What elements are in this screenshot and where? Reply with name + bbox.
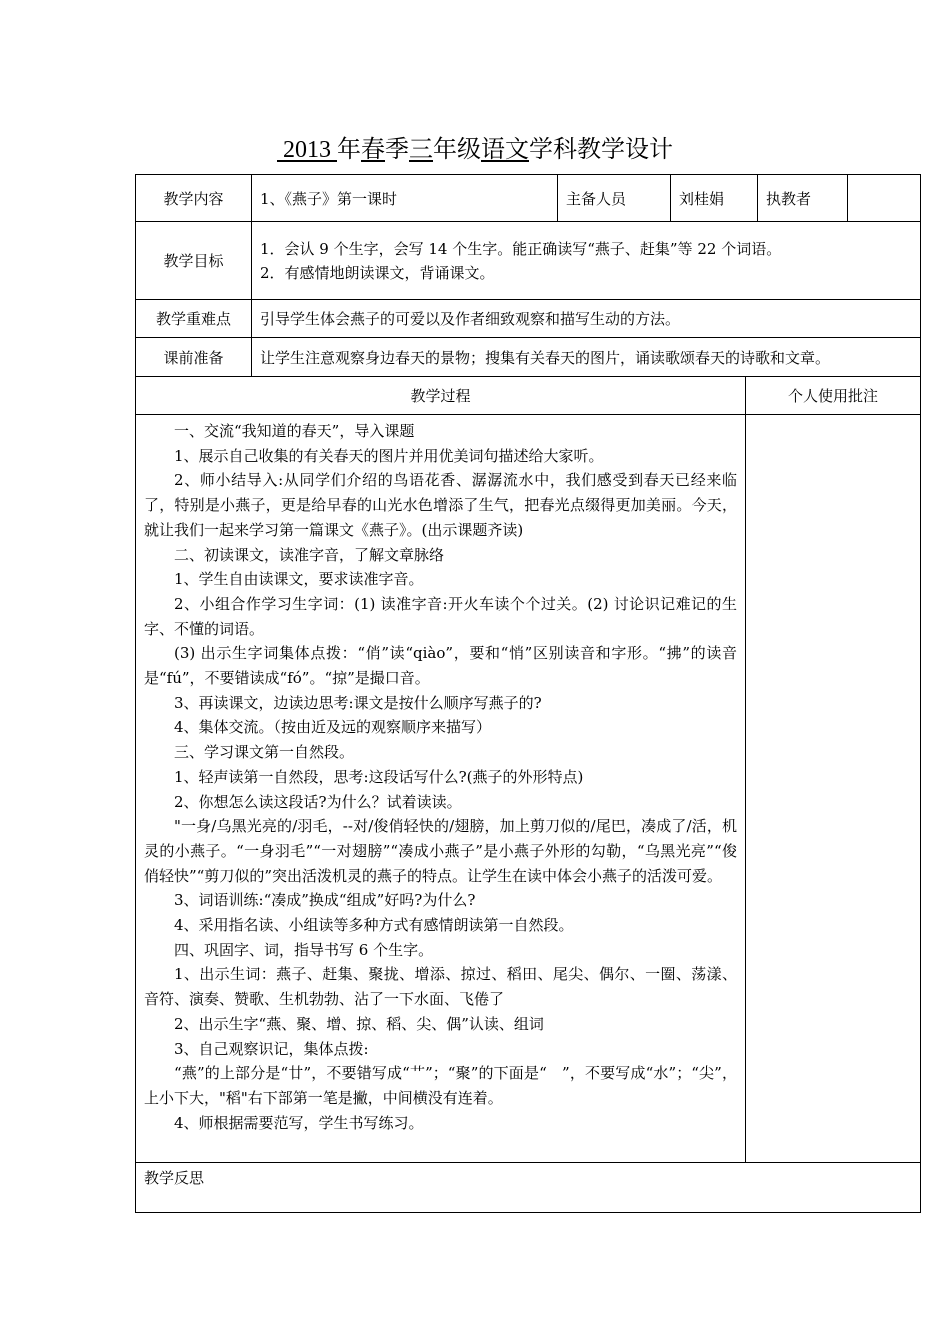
title-year-suffix: 年 <box>337 135 361 163</box>
process-header: 教学过程 <box>136 377 746 415</box>
process-paragraph: 三、学习课文第一自然段。 <box>174 743 355 762</box>
process-paragraph: 1、学生自由读课文，要求读准字音。 <box>174 570 424 589</box>
title-subject-suffix: 学科教学设计 <box>529 135 673 163</box>
process-paragraph: “燕”的上部分是“廿”，不要错写成“艹”；“聚”的下面是“ ”，不要写成“水”；“尖”，上小下大，"稻"右下部第一笔是撇，中间横没有连着。 <box>144 1064 737 1107</box>
goals-label: 教学目标 <box>136 222 252 300</box>
process-paragraph: 四、巩固字、词，指导书写 6 个生字。 <box>174 940 434 959</box>
process-paragraph: 1、出示生词：燕子、赶集、聚拢、增添、掠过、稻田、尾尖、偶尔、一圈、荡漾、音符、演奏、赞歌、生机勃勃、沾了一下水面、飞倦了 <box>144 965 737 1009</box>
process-paragraph: 2、你想怎么读这段话?为什么？试着读读。 <box>174 792 462 811</box>
process-paragraph: 3、自己观察识记，集体点拨: <box>174 1039 369 1058</box>
process-paragraph: 1、轻声读第一自然段，思考:这段话写什么?(燕子的外形特点) <box>174 767 584 786</box>
preparation-value: 让学生注意观察身边春天的景物；搜集有关春天的图片，诵读歌颂春天的诗歌和文章。 <box>252 338 921 377</box>
executor-value <box>848 175 921 222</box>
preparation-label: 课前准备 <box>136 338 252 377</box>
process-paragraph: 2、出示生字“燕、聚、增、掠、稻、尖、偶”认读、组词 <box>174 1014 544 1033</box>
goals-list <box>252 222 921 300</box>
process-paragraph: "一身/乌黑光亮的/羽毛，--对/俊俏轻快的/翅膀，加上剪刀似的/尾巴，凑成了/活，机灵的小燕子。“一身羽毛”“一对翅膀”“凑成小燕子”是小燕子外形的勾勒，“乌黑光亮”“俊俏轻快”“剪刀似的”突出活泼机灵的燕子的特点。让学生在读中体会小燕子的活泼可爱。 <box>144 817 737 885</box>
goal-item: 2．有感情地朗读课文，背诵课文。 <box>260 263 495 282</box>
process-paragraph: 3、词语训练:“凑成”换成“组成”好吗?为什么? <box>174 891 476 910</box>
notes-body <box>746 415 921 1163</box>
title-year: 2013 <box>283 137 331 163</box>
title-season: 春 <box>361 135 385 163</box>
content-row <box>136 175 921 222</box>
goals-row <box>136 222 921 300</box>
process-paragraph: 2、师小结导入:从同学们介绍的鸟语花香、潺潺流水中，我们感受到春天已经来临了，特别是小燕子，更是给早春的山光水色增添了生气，把春光点缀得更加美丽。今天，就让我们一起来学习第一篇课文《燕子》。(出示课题齐读) <box>144 471 737 539</box>
reflection-cell <box>136 1163 921 1213</box>
lesson-plan-table <box>135 174 921 1213</box>
key-points-label: 教学重难点 <box>136 300 252 338</box>
process-paragraph: 4、集体交流。（按由近及远的观察顺序来描写） <box>174 718 492 737</box>
process-paragraph: 2、小组合作学习生字词：(1) 读准字音:开火车读个个过关。(2) 讨论识记难记的生字、不懂的词语。 <box>144 594 737 638</box>
process-row <box>136 415 921 1163</box>
title-grade-suffix: 年级 <box>433 135 481 163</box>
process-paragraph: 3、再读课文，边读边思考:课文是按什么顺序写燕子的? <box>174 693 542 712</box>
process-paragraph: (3) 出示生字词集体点拨：“俏”读“qiào”，要和“悄”区别读音和字形。“拂”的读音是“fú”，不要错读成“fó”。“掠”是撮口音。 <box>144 644 737 688</box>
key-points-value: 引导学生体会燕子的可爱以及作者细致观察和描写生动的方法。 <box>252 300 921 338</box>
process-body <box>136 415 746 1163</box>
reflection-row <box>136 1163 921 1213</box>
title-grade: 三 <box>409 135 433 163</box>
title-subject: 语文 <box>481 135 529 163</box>
process-paragraph: 二、初读课文，读准字音，了解文章脉络 <box>174 545 445 564</box>
title-season-suffix: 季 <box>385 135 409 163</box>
executor-label: 执教者 <box>758 175 848 222</box>
reflection-label: 教学反思 <box>144 1169 205 1187</box>
process-paragraph: 4、采用指名读、小组读等多种方式有感情朗读第一自然段。 <box>174 916 574 935</box>
content-value: 1、《燕子》第一课时 <box>252 175 558 222</box>
process-paragraph: 4、师根据需要范写，学生书写练习。 <box>174 1113 424 1132</box>
notes-header: 个人使用批注 <box>746 377 921 415</box>
process-header-row <box>136 377 921 415</box>
content-label: 教学内容 <box>136 175 252 222</box>
process-paragraph: 一、交流“我知道的春天”，导入课题 <box>174 422 415 440</box>
key-points-row <box>136 300 921 338</box>
document-title <box>0 132 950 167</box>
preparation-row <box>136 338 921 377</box>
process-paragraph: 1、展示自己收集的有关春天的图片并用优美词句描述给大家听。 <box>174 446 604 465</box>
goal-item: 1．会认 9 个生字，会写 14 个生字。能正确读写“燕子、赶集”等 22 个词语。 <box>260 239 782 258</box>
preparer-value: 刘桂娟 <box>671 175 758 222</box>
preparer-label: 主备人员 <box>558 175 671 222</box>
